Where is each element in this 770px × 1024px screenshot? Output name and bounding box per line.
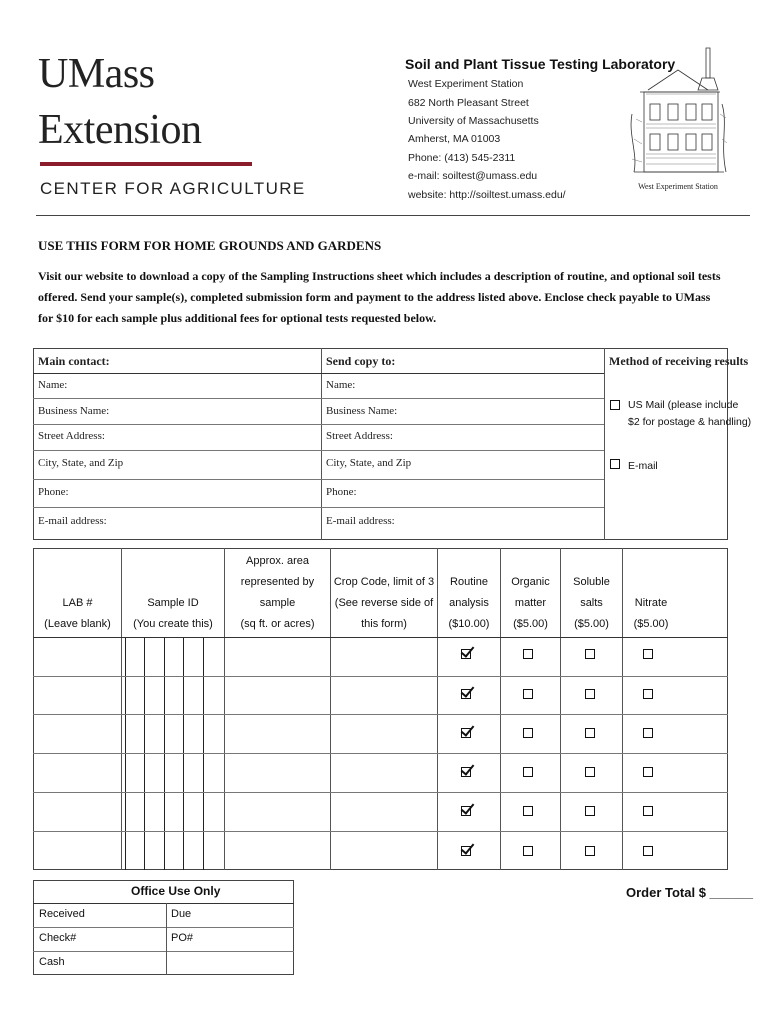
copy-street-field[interactable]: Street Address: [326, 430, 393, 442]
routine-checkbox[interactable] [461, 728, 471, 738]
organic-checkbox[interactable] [523, 728, 533, 738]
email-method-label: E-mail [628, 460, 658, 472]
routine-checkbox[interactable] [461, 689, 471, 699]
check-number-field: Check# [39, 932, 77, 944]
email-line: e-mail: soiltest@umass.edu [408, 170, 538, 182]
organic-checkbox[interactable] [523, 689, 533, 699]
copy-city-field[interactable]: City, State, and Zip [326, 457, 412, 469]
due-field: Due [171, 908, 192, 920]
routine-header: Routine analysis ($10.00) [448, 576, 490, 630]
us-mail-label: US Mail (please include $2 for postage & handling) [628, 399, 752, 428]
received-field: Received [39, 908, 85, 920]
main-name-field[interactable]: Name: [38, 379, 68, 391]
method-header: Method of receiving results [609, 354, 749, 368]
organic-checkbox[interactable] [523, 767, 533, 777]
contact-table [33, 348, 728, 540]
routine-checkbox[interactable] [461, 649, 471, 659]
nitrate-checkbox[interactable] [643, 846, 653, 856]
organic-checkbox[interactable] [523, 846, 533, 856]
send-copy-header: Send copy to: [326, 354, 396, 368]
cash-field: Cash [39, 956, 65, 968]
main-street-field[interactable]: Street Address: [38, 430, 105, 442]
sample-id-header: Sample ID (You create this) [133, 597, 213, 630]
us-mail-checkbox[interactable] [610, 400, 620, 410]
office-use-title: Office Use Only [131, 884, 221, 898]
main-contact-header: Main contact: [38, 354, 110, 368]
website-line: website: http://soiltest.umass.edu/ [408, 189, 566, 201]
soluble-checkbox[interactable] [585, 649, 595, 659]
order-total: Order Total $ ______ [626, 885, 753, 900]
soluble-checkbox[interactable] [585, 846, 595, 856]
copy-email-field[interactable]: E-mail address: [326, 515, 395, 527]
phone-line: Phone: (413) 545-2311 [408, 152, 516, 164]
logo-umass: UMass [38, 51, 155, 97]
copy-business-field[interactable]: Business Name: [326, 405, 398, 417]
logo-divider [40, 162, 252, 166]
nitrate-header: Nitrate ($5.00) [633, 597, 669, 630]
nitrate-checkbox[interactable] [643, 806, 653, 816]
main-city-field[interactable]: City, State, and Zip [38, 457, 124, 469]
lab-title: Soil and Plant Tissue Testing Laboratory [405, 56, 676, 72]
area-header: Approx. area represented by sample (sq ft. or acres) [240, 555, 315, 630]
routine-checkbox[interactable] [461, 846, 471, 856]
email-checkbox[interactable] [610, 459, 620, 469]
soluble-checkbox[interactable] [585, 806, 595, 816]
organic-checkbox[interactable] [523, 649, 533, 659]
organic-checkbox[interactable] [523, 806, 533, 816]
header-divider [36, 215, 750, 216]
nitrate-checkbox[interactable] [643, 767, 653, 777]
soluble-checkbox[interactable] [585, 689, 595, 699]
copy-phone-field[interactable]: Phone: [326, 486, 357, 498]
nitrate-checkbox[interactable] [643, 689, 653, 699]
nitrate-checkbox[interactable] [643, 728, 653, 738]
illustration-caption: West Experiment Station [638, 182, 718, 191]
form-heading: USE THIS FORM FOR HOME GROUNDS AND GARDENS [38, 238, 382, 253]
address-line: 682 North Pleasant Street [408, 97, 529, 109]
copy-name-field[interactable]: Name: [326, 379, 356, 391]
soluble-checkbox[interactable] [585, 728, 595, 738]
address-line: West Experiment Station [408, 78, 524, 90]
main-phone-field[interactable]: Phone: [38, 486, 69, 498]
routine-checkbox[interactable] [461, 767, 471, 777]
building-illustration [628, 44, 728, 192]
po-number-field: PO# [171, 932, 194, 944]
instructions-text: Visit our website to download a copy of the Sampling Instructions sheet which includes a description of routine, and optional soil tests offered. Send your sample(s), completed submission form and payment to the address listed above. Enclose check payable to UMass for $10 for each sample plus additional fees for optional tests requested below. [38, 269, 721, 325]
nitrate-checkbox[interactable] [643, 649, 653, 659]
crop-code-header: Crop Code, limit of 3 (See reverse side of this form) [333, 576, 435, 630]
soluble-checkbox[interactable] [585, 767, 595, 777]
main-email-field[interactable]: E-mail address: [38, 515, 107, 527]
organic-header: Organic matter ($5.00) [511, 576, 550, 630]
address-line: Amherst, MA 01003 [408, 133, 501, 145]
logo-subline: CENTER FOR AGRICULTURE [40, 179, 306, 198]
routine-checkbox[interactable] [461, 806, 471, 816]
lab-number-header: LAB # (Leave blank) [44, 597, 111, 630]
soluble-header: Soluble salts ($5.00) [573, 576, 610, 630]
main-business-field[interactable]: Business Name: [38, 405, 110, 417]
address-line: University of Massachusetts [408, 115, 539, 127]
logo-extension: Extension [38, 107, 202, 153]
